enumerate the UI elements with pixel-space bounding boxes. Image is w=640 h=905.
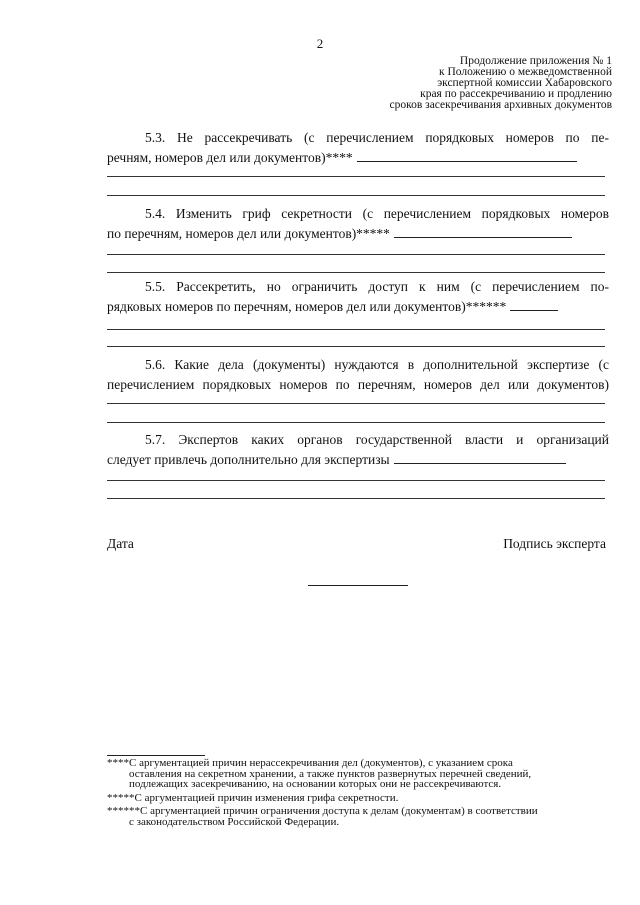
appendix-line: экспертной комиссии Хабаровского <box>437 77 612 89</box>
blank-rule[interactable] <box>107 480 605 481</box>
footnote-separator <box>107 755 205 756</box>
footnote-6-cont: с законодательством Российской Федерации. <box>129 815 340 828</box>
blank-rule[interactable] <box>107 329 605 330</box>
fill-line[interactable] <box>394 225 572 238</box>
blank-rule[interactable] <box>107 272 605 273</box>
footnote-5: *****С аргументацией причин изменения грифа секретности. <box>107 791 399 804</box>
appendix-line: Продолжение приложения № 1 <box>459 55 612 67</box>
footnote-4-cont: подлежащих засекречиванию, на основании которых они не рассекречиваются. <box>129 778 502 790</box>
item-5-7 <box>107 430 609 470</box>
expert-signature-label: Подпись эксперта <box>503 536 606 551</box>
signature-line[interactable] <box>308 585 408 586</box>
item-text-line1: 5.5. Рассекретить, но ограничить доступ к ним (с перечислением по- <box>145 279 609 294</box>
item-text-line2: по перечням, номеров дел или документов)***** <box>107 226 390 241</box>
appendix-line: сроков засекречивания архивных документов <box>389 99 612 111</box>
item-5-5 <box>107 277 609 317</box>
item-text-line1: 5.3. Не рассекречивать (с перечислением порядковых номеров по пе- <box>145 130 609 145</box>
fill-line[interactable] <box>510 298 558 311</box>
item-text-line2: речням, номеров дел или документов)**** <box>107 150 353 165</box>
item-5-3 <box>107 128 609 168</box>
item-text-line1: 5.4. Изменить гриф секретности (с перечислением порядковых номеров <box>145 206 609 221</box>
blank-rule[interactable] <box>107 254 605 255</box>
item-text-line2: рядковых номеров по перечням, номеров дел или документов)****** <box>107 299 507 314</box>
blank-rule[interactable] <box>107 346 605 347</box>
item-5-6 <box>107 355 609 395</box>
appendix-line: к Положению о межведомственной <box>439 66 612 78</box>
appendix-line: края по рассекречиванию и продлению <box>420 88 612 100</box>
item-text-line2: следует привлечь дополнительно для экспертизы <box>107 452 390 467</box>
footnotes <box>107 758 612 827</box>
item-text-line2: перечислением порядковых номеров по перечням, номеров дел или документов) <box>107 377 609 392</box>
blank-rule[interactable] <box>107 498 605 499</box>
item-5-4 <box>107 204 609 244</box>
footnote-4-cont: оставления на секретном хранении, а также пунктов развернутых перечней сведений, <box>129 767 532 780</box>
item-text-line1: 5.7. Экспертов каких органов государственной власти и организаций <box>145 432 609 447</box>
page-number: 2 <box>316 36 324 51</box>
item-text-line1: 5.6. Какие дела (документы) нуждаются в дополнительной экспертизе (с <box>145 357 609 372</box>
blank-rule[interactable] <box>107 176 605 177</box>
blank-rule[interactable] <box>107 403 605 404</box>
fill-line[interactable] <box>394 451 566 464</box>
blank-rule[interactable] <box>107 195 605 196</box>
date-label: Дата <box>107 536 134 551</box>
footnote-4: ****С аргументацией причин нерассекречивания дел (документов), с указанием срока <box>107 757 513 769</box>
fill-line[interactable] <box>357 149 577 162</box>
appendix-header <box>350 56 612 111</box>
blank-rule[interactable] <box>107 422 605 423</box>
footnote-6: ******С аргументацией причин ограничения доступа к делам (документам) в соответствии <box>107 805 538 817</box>
